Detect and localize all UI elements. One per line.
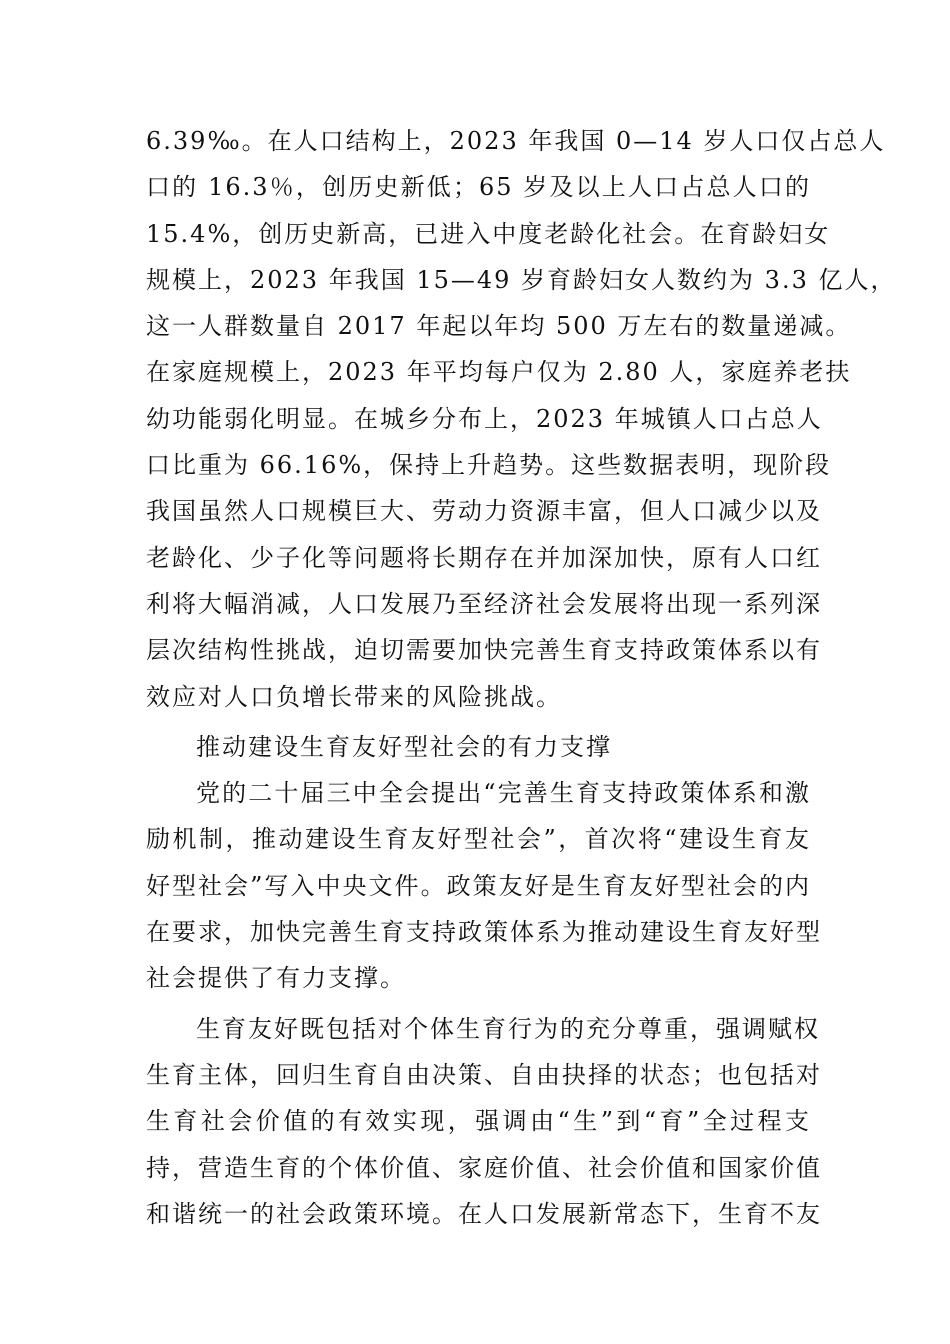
text-line: 幼功能弱化明显。在城乡分布上，2023 年城镇人口占总人 xyxy=(146,404,823,433)
text-line: 在要求，加快完善生育支持政策体系为推动建设生育友好型 xyxy=(146,918,822,947)
text-line: 生育友好既包括对个体生育行为的充分尊重，强调赋权 xyxy=(196,1014,820,1043)
text-line: 好型社会”写入中央文件。政策友好是生育友好型社会的内 xyxy=(146,871,811,900)
text-line: 效应对人口负增长带来的风险挑战。 xyxy=(146,682,562,711)
text-line: 励机制，推动建设生育友好型社会”，首次将“建设生育友 xyxy=(146,825,811,854)
section-heading: 推动建设生育友好型社会的有力支撑 xyxy=(196,732,612,761)
text-line: 口比重为 66.16%，保持上升趋势。这些数据表明，现阶段 xyxy=(146,451,832,480)
text-line: 生育社会价值的有效实现，强调由“生”到“育”全过程支 xyxy=(146,1107,811,1136)
text-line: 利将大幅消减，人口发展乃至经济社会发展将出现一系列深 xyxy=(146,589,822,618)
text-line: 规模上，2023 年我国 15—49 岁育龄妇女人数约为 3.3 亿人， xyxy=(146,265,897,294)
text-line: 口的 16.3％，创历史新低；65 岁及以上人口占总人口的 xyxy=(146,173,811,202)
text-line: 生育主体，回归生育自由决策、自由抉择的状态；也包括对 xyxy=(146,1060,822,1089)
document-body xyxy=(146,118,897,1237)
text-line: 这一人群数量自 2017 年起以年均 500 万左右的数量递减。 xyxy=(146,312,852,341)
text-line: 我国虽然人口规模巨大、劳动力资源丰富，但人口减少以及 xyxy=(146,497,822,526)
text-line: 党的二十届三中全会提出“完善生育支持政策体系和激 xyxy=(196,779,811,808)
text-line: 社会提供了有力支撑。 xyxy=(146,964,406,993)
paragraph-population-structure xyxy=(146,118,897,720)
text-line: 老龄化、少子化等问题将长期存在并加深加快，原有人口红 xyxy=(146,543,822,572)
text-line: 在家庭规模上，2023 年平均每户仅为 2.80 人，家庭养老扶 xyxy=(146,358,852,387)
text-line: 15.4%，创历史新高，已进入中度老龄化社会。在育龄妇女 xyxy=(146,219,831,248)
text-line: 6.39‰。在人口结构上，2023 年我国 0—14 岁人口仅占总人 xyxy=(146,127,886,155)
text-line: 层次结构性挑战，迫切需要加快完善生育支持政策体系以有 xyxy=(146,636,822,665)
text-line: 持，营造生育的个体价值、家庭价值、社会价值和国家价值 xyxy=(146,1153,822,1182)
paragraph-plenary-session xyxy=(146,770,822,1001)
paragraph-fertility-friendly xyxy=(146,1006,822,1237)
text-line: 和谐统一的社会政策环境。在人口发展新常态下，生育不友 xyxy=(146,1199,822,1228)
